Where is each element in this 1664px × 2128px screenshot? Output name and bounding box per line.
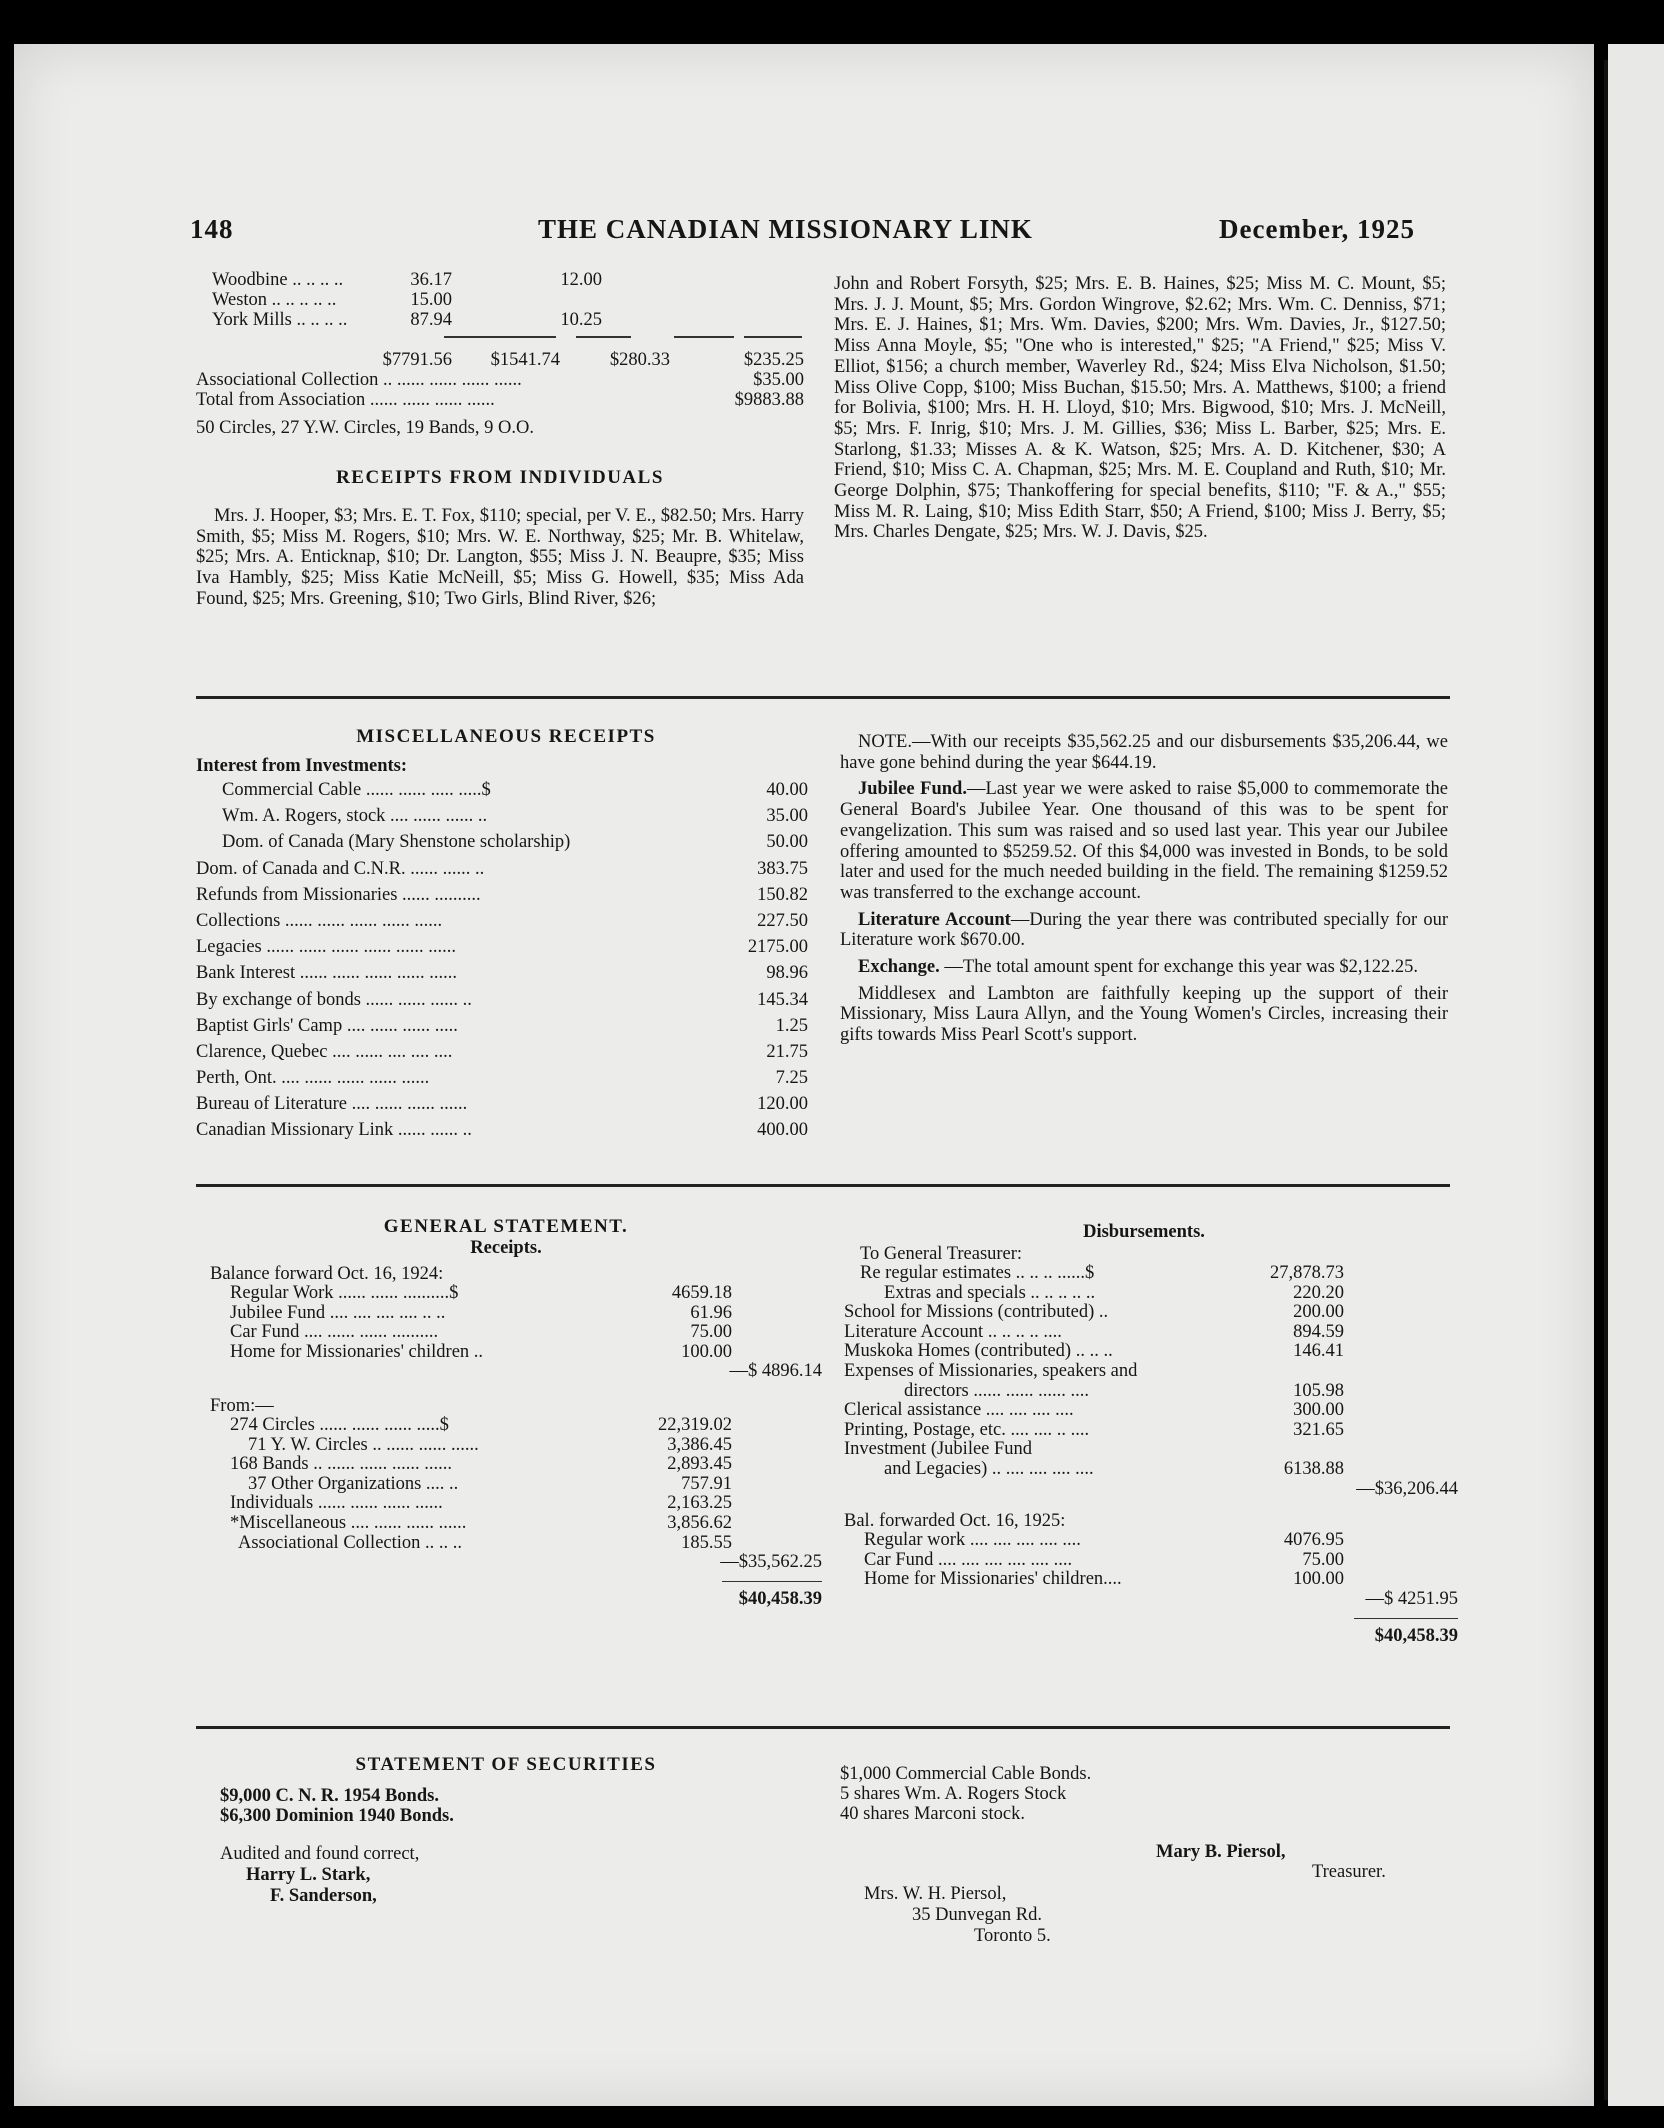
- association-value: 15.00: [410, 290, 452, 310]
- association-total-label: Total from Association ...... ...... ...... ......: [196, 390, 495, 410]
- from-row-value: 22,319.02: [658, 1414, 732, 1435]
- disbursement-value: 105.98: [1293, 1380, 1344, 1401]
- association-row: [212, 310, 804, 330]
- disbursement-row: [844, 1323, 1344, 1343]
- page-number: 148: [190, 214, 234, 244]
- balance-forwarded-label: Regular work .... .... .... .... ....: [864, 1530, 1081, 1551]
- misc-subheading: Interest from Investments:: [196, 756, 407, 776]
- balance-row: [210, 1304, 732, 1324]
- page-date: December, 1925: [1219, 214, 1415, 244]
- note-text: —The total amount spent for exchange this year was $2,122.25.: [939, 957, 1419, 978]
- misc-receipt-value: 383.75: [757, 858, 808, 879]
- disbursement-label: directors ...... ...... ...... ....: [904, 1380, 1089, 1401]
- misc-receipt-label: Canadian Missionary Link ...... ...... ..: [196, 1120, 472, 1141]
- total-col-3: $280.33: [609, 350, 670, 370]
- association-name: Woodbine .. .. .. ..: [212, 270, 344, 290]
- security-item: $6,300 Dominion 1940 Bonds.: [220, 1806, 454, 1826]
- audited-statement: Audited and found correct,: [220, 1844, 420, 1864]
- security-item: 40 shares Marconi stock.: [840, 1804, 1025, 1824]
- misc-receipt-label: Baptist Girls' Camp .... ...... ...... .....: [196, 1015, 458, 1036]
- association-total-value: $9883.88: [734, 390, 804, 410]
- association-value: 10.25: [560, 310, 602, 330]
- disbursement-value: 200.00: [1293, 1302, 1344, 1323]
- note-paragraph: [840, 779, 1448, 903]
- disbursement-row: [844, 1460, 1344, 1480]
- from-row-label: 37 Other Organizations .... ..: [248, 1473, 459, 1494]
- note-text: —Last year we were asked to raise $5,000 to commemorate the General Board's Jubilee Year. One thousand of this was to be spent for evangelization. This sum was raised and so used last year. This year our Jubilee offering amounted to $5259.52. Of this $4,000 was invested in Bonds, to be sold later and used for the much needed building in the field. The remaining $1259.52 was transferred to the exchange account.: [840, 779, 1448, 903]
- from-label: From:—: [210, 1395, 274, 1416]
- note-paragraph: [840, 910, 1448, 951]
- section-divider: [196, 696, 1450, 699]
- misc-receipt-value: 400.00: [757, 1120, 808, 1141]
- note-lead: Jubilee Fund.: [858, 779, 967, 800]
- misc-receipt-label: Collections ...... ...... ...... ...... ......: [196, 910, 443, 931]
- disbursement-label: Clerical assistance .... .... .... ....: [844, 1400, 1074, 1421]
- from-total-row: [210, 1553, 822, 1573]
- misc-receipt-label: Clarence, Quebec .... ...... .... .... ....: [196, 1041, 453, 1062]
- association-summary-block: [196, 370, 804, 438]
- address-line: 35 Dunvegan Rd.: [912, 1905, 1042, 1925]
- balance-forwarded-total-row: [844, 1590, 1458, 1610]
- auditor-name: Harry L. Stark,: [246, 1865, 371, 1885]
- from-row-label: Individuals ...... ...... ...... ......: [230, 1493, 443, 1514]
- misc-receipt-row: [196, 908, 808, 934]
- individuals-left-text: Mrs. J. Hooper, $3; Mrs. E. T. Fox, $110; special, per V. E., $82.50; Mrs. Harry Smith, $5; Miss M. Rogers, $10; Mrs. W. E. Northway, $25; Mr. B. Whitelaw, $25; Mrs. A. Enticknap, $10; Dr. Langton, $55; Miss J. N. Beaupre, $35; Miss Iva Hambly, $25; Miss Katie McNeill, $5; Miss G. Howell, $35; Miss Ada Found, $25; Mrs. Greening, $10; Two Girls, Blind River, $26;: [196, 506, 804, 609]
- treasurer-title: Treasurer.: [1312, 1862, 1386, 1882]
- document-page: [14, 44, 1594, 2106]
- balance-forwarded-total: —$ 4251.95: [1365, 1588, 1458, 1609]
- disbursement-value: 300.00: [1293, 1400, 1344, 1421]
- misc-receipt-row: [196, 1065, 808, 1091]
- general-receipts: [210, 1264, 820, 1610]
- from-row: [210, 1514, 732, 1534]
- misc-receipt-value: 7.25: [775, 1068, 808, 1089]
- from-total: —$35,562.25: [720, 1552, 822, 1573]
- note-lead: Exchange.: [858, 957, 940, 978]
- misc-receipt-label: Perth, Ont. .... ...... ...... ...... ......: [196, 1068, 430, 1089]
- address-line: Mrs. W. H. Piersol,: [864, 1884, 1007, 1904]
- misc-receipt-row: [196, 1117, 808, 1143]
- disbursement-label: Expenses of Missionaries, speakers and: [844, 1360, 1138, 1381]
- misc-receipt-row: [196, 1039, 808, 1065]
- balance-forwarded-value: 75.00: [1302, 1549, 1344, 1570]
- from-row: [210, 1455, 732, 1475]
- association-value: [602, 310, 736, 330]
- disbursement-value: 6138.88: [1283, 1458, 1344, 1479]
- misc-receipt-row: [196, 803, 808, 829]
- misc-receipt-value: 35.00: [766, 806, 808, 827]
- from-row-value: 3,386.45: [667, 1434, 732, 1455]
- association-value: [602, 270, 736, 290]
- from-row-label: 71 Y. W. Circles .. ...... ...... ......: [248, 1434, 479, 1455]
- disbursement-row: [844, 1382, 1344, 1402]
- page-title: THE CANADIAN MISSIONARY LINK: [538, 214, 1033, 244]
- association-value: 12.00: [560, 270, 602, 290]
- misc-receipt-row: [196, 987, 808, 1013]
- misc-receipt-row: [196, 882, 808, 908]
- misc-receipt-row: [196, 777, 808, 803]
- security-item: 5 shares Wm. A. Rogers Stock: [840, 1784, 1067, 1804]
- disbursement-grand-total-row: [844, 1627, 1458, 1647]
- individuals-heading: RECEIPTS FROM INDIVIDUALS: [336, 467, 664, 488]
- note-lead: Literature Account: [858, 909, 1011, 930]
- balance-forwarded-value: 4076.95: [1283, 1530, 1344, 1551]
- from-row-value: 2,163.25: [667, 1493, 732, 1514]
- individuals-right-text: John and Robert Forsyth, $25; Mrs. E. B. Haines, $25; Miss M. C. Mount, $5; Mrs. J. J. Mount, $5; Mrs. Gordon Wingrove, $2.62; Mrs. Wm. C. Denniss, $71; Mrs. E. J. Haines, $1; Mrs. Wm. Davies, $200; Mrs. Wm. Davies, Jr., $127.50; Miss Anna Moyle, $5; "One who is interested," $25; "A Friend," $25; Miss V. Elliot, $156; a church member, Waverley Rd., $24; Miss Elva Nicholson, $1.50; Miss Olive Copp, $100; Miss Buchan, $15.50; Mrs. A. Matthews, $100; a friend for Bolivia, $100; Mrs. H. H. Lloyd, $10; Mrs. Bigwood, $10; Mrs. J. McNeill, $5; Mrs. F. Inrig, $10; Mrs. J. M. Gillies, $36; Miss L. Barber, $25; Mrs. E. Starlong, $1.33; Misses A. & K. Watson, $25; Mrs. A. D. Kitchener, $30; A Friend, $10; Miss C. A. Chapman, $25; Mrs. M. E. Coupland and Ruth, $10; Mr. George Dolphin, $75; Thankoffering for special benefits, $110; "F. & A.," $55; Miss M. R. Laing, $10; Miss Edith Starr, $50; A Friend, $100; Miss J. Berry, $5; Mrs. Charles Dengate, $25; Mrs. W. J. Davis, $25.: [834, 274, 1446, 543]
- from-row: [210, 1436, 732, 1456]
- total-col-1: $7791.56: [382, 350, 452, 370]
- misc-receipt-value: 1.25: [775, 1015, 808, 1036]
- balance-forwarded-row: [844, 1551, 1344, 1571]
- disbursement-row: [844, 1264, 1344, 1284]
- disbursement-label: Investment (Jubilee Fund: [844, 1439, 1033, 1460]
- misc-receipt-label: Dom. of Canada and C.N.R. ...... ...... ..: [196, 858, 485, 879]
- disbursements-heading: Disbursements.: [1083, 1222, 1205, 1242]
- balance-forwarded-label: Bal. forwarded Oct. 16, 1925:: [844, 1511, 1066, 1532]
- misc-receipt-label: Dom. of Canada (Mary Shenstone scholarship): [222, 832, 571, 853]
- balance-row-value: 4659.18: [671, 1283, 732, 1303]
- page-gutter-line: [1604, 60, 1608, 2100]
- section-divider: [196, 1184, 1450, 1187]
- from-row-value: 3,856.62: [667, 1512, 732, 1533]
- total-rule: [1354, 1618, 1458, 1620]
- total-col-2: $1541.74: [490, 350, 560, 370]
- treasurer-name: Mary B. Piersol,: [1156, 1842, 1286, 1862]
- assoc-collection-label: Associational Collection .. ...... ...... ...... ......: [196, 370, 522, 390]
- misc-receipt-label: By exchange of bonds ...... ...... ...... ..: [196, 989, 472, 1010]
- securities-left: [220, 1786, 454, 1826]
- misc-receipt-label: Bank Interest ...... ...... ...... ...... ......: [196, 963, 458, 984]
- general-heading: GENERAL STATEMENT.: [383, 1216, 629, 1237]
- disbursement-label: Printing, Postage, etc. .... .... .. ....: [844, 1419, 1090, 1440]
- balance-row: [210, 1343, 732, 1363]
- association-table: [212, 270, 804, 330]
- disbursement-row: [844, 1284, 1344, 1304]
- from-row-label: Associational Collection .. .. ..: [238, 1532, 463, 1553]
- assoc-collection-value: $35.00: [753, 370, 804, 390]
- notes-block: [840, 732, 1448, 1046]
- balance-forwarded-row: [844, 1570, 1344, 1590]
- balance-forwarded-value: 100.00: [1293, 1569, 1344, 1590]
- balance-total-row: [210, 1362, 822, 1382]
- association-value: 87.94: [410, 310, 452, 330]
- grand-total-row: [210, 1590, 822, 1610]
- misc-receipt-label: Commercial Cable ...... ...... ..... .....$: [222, 780, 491, 800]
- from-row-label: 274 Circles ...... ...... ...... .....$: [230, 1414, 449, 1435]
- association-value: [602, 290, 736, 310]
- from-row-value: 185.55: [681, 1532, 732, 1553]
- disbursement-label: Muskoka Homes (contributed) .. .. ..: [844, 1341, 1113, 1362]
- misc-heading: MISCELLANEOUS RECEIPTS: [356, 726, 656, 747]
- balance-row-label: Jubilee Fund .... .... .... .... .. ..: [230, 1302, 446, 1323]
- note-text: Middlesex and Lambton are faithfully keeping up the support of their Missionary, Miss Laura Allyn, and the Young Women's Circles, increasing their gifts towards Miss Pearl Scott's support.: [840, 983, 1448, 1046]
- misc-receipt-label: Wm. A. Rogers, stock .... ...... ...... ..: [222, 806, 488, 827]
- treasurer-address: [864, 1884, 1051, 1947]
- balance-forwarded-row: [844, 1531, 1344, 1551]
- auditor-name: F. Sanderson,: [270, 1886, 377, 1906]
- note-paragraph: [840, 984, 1448, 1046]
- balance-total: —$ 4896.14: [729, 1361, 822, 1382]
- total-col-4: $235.25: [743, 350, 804, 370]
- from-row: [210, 1534, 732, 1554]
- balance-row-value: 61.96: [690, 1302, 732, 1323]
- balance-row-value: 75.00: [690, 1322, 732, 1343]
- security-item: $9,000 C. N. R. 1954 Bonds.: [220, 1786, 439, 1806]
- disbursement-row: [844, 1362, 1344, 1382]
- from-row-value: 757.91: [681, 1473, 732, 1494]
- misc-receipt-value: 145.34: [757, 989, 808, 1010]
- association-totals: [212, 350, 804, 370]
- misc-receipt-row: [196, 934, 808, 960]
- misc-receipts-list: [196, 777, 808, 1144]
- disbursement-row: [844, 1401, 1344, 1421]
- from-row: [210, 1416, 732, 1436]
- balance-forwarded-label: Car Fund .... .... .... .... .... ....: [864, 1549, 1073, 1570]
- misc-receipt-row: [196, 829, 808, 855]
- misc-receipt-label: Refunds from Missionaries ...... ..........: [196, 884, 481, 905]
- misc-receipt-label: Bureau of Literature .... ...... ...... ......: [196, 1094, 468, 1115]
- disbursement-value: 146.41: [1293, 1341, 1344, 1362]
- address-line: Toronto 5.: [974, 1926, 1051, 1946]
- note-paragraph: [840, 957, 1448, 978]
- balance-row: [210, 1323, 732, 1343]
- balance-forward-label: Balance forward Oct. 16, 1924:: [210, 1264, 444, 1284]
- misc-receipt-value: 98.96: [766, 963, 808, 984]
- misc-receipt-value: 50.00: [766, 832, 808, 853]
- note-text: NOTE.—With our receipts $35,562.25 and our disbursements $35,206.44, we have gone behind during the year $644.19.: [840, 732, 1448, 773]
- disbursement-value: 220.20: [1293, 1282, 1344, 1303]
- misc-receipt-value: 150.82: [757, 884, 808, 905]
- misc-receipt-row: [196, 1091, 808, 1117]
- balance-row-label: Car Fund .... ...... ...... ..........: [230, 1322, 439, 1343]
- misc-receipt-value: 21.75: [766, 1041, 808, 1062]
- disbursement-label: Extras and specials .. .. .. .. ..: [884, 1282, 1096, 1303]
- disbursement-subtotal-row: [844, 1480, 1458, 1500]
- balance-forwarded-label: Home for Missionaries' children....: [864, 1569, 1122, 1590]
- from-row: [210, 1475, 732, 1495]
- disbursement-row: [844, 1440, 1344, 1460]
- disbursement-value: 894.59: [1293, 1321, 1344, 1342]
- association-row: [212, 270, 804, 290]
- association-row: [212, 290, 804, 310]
- disbursement-row: [844, 1342, 1344, 1362]
- misc-receipt-label: Legacies ...... ...... ...... ...... ...... ......: [196, 937, 456, 958]
- disbursement-value: 27,878.73: [1270, 1263, 1344, 1283]
- disbursement-row: [844, 1421, 1344, 1441]
- audit-block: [220, 1844, 419, 1907]
- misc-receipt-row: [196, 856, 808, 882]
- misc-receipt-value: 2175.00: [747, 937, 808, 958]
- association-name: York Mills .. .. .. ..: [212, 310, 348, 330]
- balance-row-value: 100.00: [681, 1341, 732, 1362]
- from-row: [210, 1494, 732, 1514]
- misc-receipt-value: 120.00: [757, 1094, 808, 1115]
- disbursement-value: 321.65: [1293, 1419, 1344, 1440]
- disbursement-label: and Legacies) .. .... .... .... ....: [884, 1458, 1094, 1479]
- general-grand-total: $40,458.39: [738, 1589, 822, 1610]
- disbursement-label: School for Missions (contributed) ..: [844, 1302, 1109, 1323]
- disbursement-label: Literature Account .. .. .. .. ....: [844, 1321, 1062, 1342]
- association-value: 36.17: [410, 270, 452, 290]
- balance-row-label: Regular Work ...... ...... ..........$: [230, 1283, 459, 1303]
- securities-heading: STATEMENT OF SECURITIES: [355, 1754, 657, 1775]
- section-divider: [196, 1726, 1450, 1729]
- association-value: [452, 290, 602, 310]
- note-text: —During the year there was contributed specially for our Literature work $670.00.: [840, 909, 1449, 951]
- misc-receipt-value: 40.00: [766, 780, 808, 800]
- from-row-label: 168 Bands .. ...... ...... ...... ......: [230, 1454, 452, 1475]
- balance-row-label: Home for Missionaries' children ..: [230, 1341, 484, 1362]
- note-paragraph: [840, 732, 1448, 773]
- disbursement-row: [844, 1303, 1344, 1323]
- from-row-value: 2,893.45: [667, 1454, 732, 1475]
- adjacent-page-edge: [1608, 44, 1664, 2106]
- misc-receipt-row: [196, 960, 808, 986]
- securities-right: [840, 1764, 1091, 1824]
- receipts-heading: Receipts.: [470, 1238, 542, 1258]
- association-circles-summary: 50 Circles, 27 Y.W. Circles, 19 Bands, 9 O.O.: [196, 418, 534, 438]
- disbursements-list: [844, 1244, 1458, 1647]
- association-name: Weston .. .. .. .. ..: [212, 290, 337, 310]
- disbursement-label: Re regular estimates .. .. .. ......$: [860, 1263, 1095, 1283]
- misc-receipt-value: 227.50: [757, 910, 808, 931]
- disbursement-grand-total: $40,458.39: [1374, 1626, 1458, 1646]
- from-row-label: *Miscellaneous .... ...... ...... ......: [230, 1512, 467, 1533]
- balance-row: [210, 1284, 732, 1304]
- disbursement-subtotal: —$36,206.44: [1356, 1478, 1458, 1499]
- misc-receipt-row: [196, 1013, 808, 1039]
- to-general-treasurer: To General Treasurer:: [860, 1244, 1023, 1264]
- total-rule: [722, 1581, 822, 1583]
- security-item: $1,000 Commercial Cable Bonds.: [840, 1764, 1092, 1784]
